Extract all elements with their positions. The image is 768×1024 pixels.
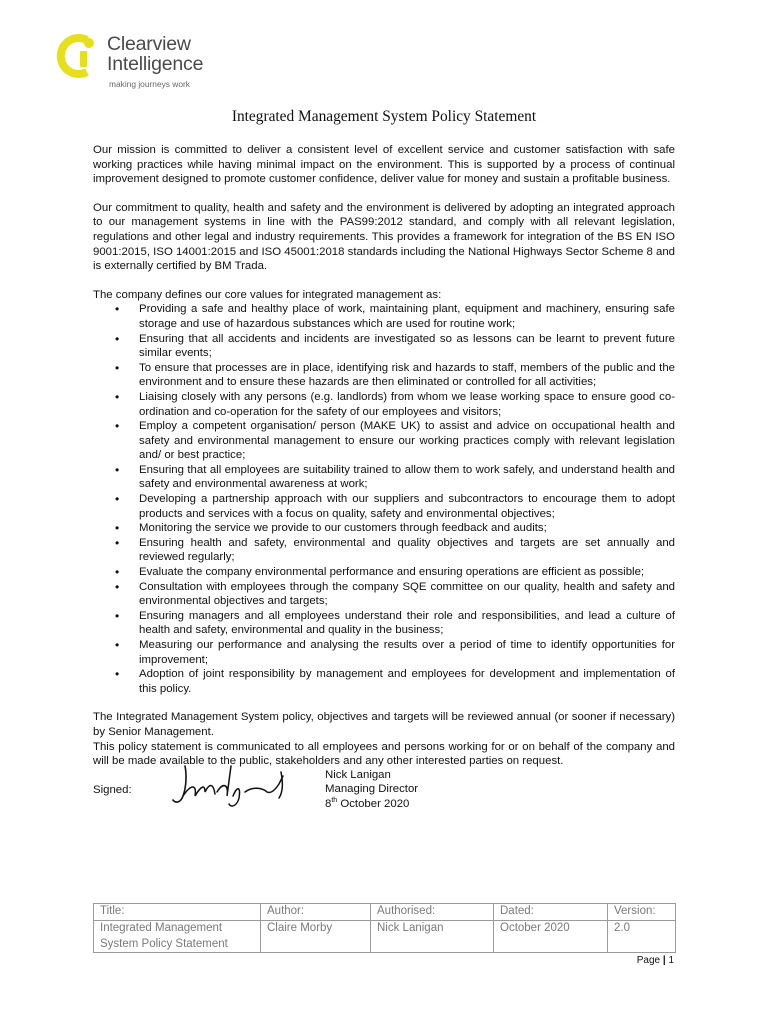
signature-date-suffix: th bbox=[331, 797, 338, 805]
table-header-version: Version: bbox=[608, 904, 676, 921]
page-label: Page bbox=[636, 955, 661, 966]
table-row bbox=[94, 904, 676, 921]
table-header-title: Title: bbox=[94, 904, 261, 921]
list-item: • Liaising closely with any persons (e.g. landlords) from whom we lease working space to ensure good co-ordination and co-operation for the safety of our employees and visitors; bbox=[93, 390, 675, 419]
signatory-role: Managing Director bbox=[325, 783, 419, 796]
logo-tagline: making journeys work bbox=[109, 79, 190, 89]
review-paragraph: The Integrated Management System policy, objectives and targets will be reviewed annual (or sooner if necessary) by Senior Management. bbox=[93, 711, 675, 738]
handwritten-signature-icon bbox=[171, 762, 293, 812]
list-item: • Measuring our performance and analysing the results over a period of time to identify opportunities for improvement; bbox=[93, 638, 675, 667]
core-values-list bbox=[93, 302, 675, 696]
clearview-logo-icon bbox=[54, 32, 102, 80]
signature-date bbox=[325, 797, 418, 812]
list-item: • Adoption of joint responsibility by management and employees for development and implementation of this policy. bbox=[93, 667, 675, 696]
table-cell-dated: October 2020 bbox=[494, 920, 608, 953]
signature-block bbox=[93, 770, 675, 816]
table-header-authorised: Authorised: bbox=[371, 904, 494, 921]
table-cell-author: Claire Morby bbox=[261, 920, 371, 953]
list-item: • To ensure that processes are in place, identifying risk and hazards to staff, members of the public and the environment and to ensure these hazards are then eliminated or controlled for all activities; bbox=[93, 361, 675, 390]
commitment-paragraph: Our commitment to quality, health and safety and the environment is delivered by adopting an integrated approach to our management systems in line with the PAS99:2012 standard, and comply with all relevant legislation, regulations and other legal and industry requirements. This provides a framework for integration of the BS EN ISO 9001:2015, ISO 14001:2015 and ISO 45001:2018 standards including the National Highways Sector Scheme 8 and is externally certified by BM Trada. bbox=[93, 201, 675, 273]
logo-line-2: Intelligence bbox=[107, 53, 204, 75]
list-item: • Consultation with employees through the company SQE committee on our quality, health and safety and environmental objectives and targets; bbox=[93, 580, 675, 609]
page-separator: | bbox=[660, 955, 669, 966]
table-row bbox=[94, 920, 676, 953]
document-control-table bbox=[93, 903, 676, 953]
list-item: • Ensuring that all employees are suitability trained to allow them to work safely, and understand health and safety and environmental awareness at work; bbox=[93, 463, 675, 492]
signature-date-day: 8 bbox=[325, 798, 332, 811]
list-item: • Employ a competent organisation/ person (MAKE UK) to assist and advice on occupational health and safety and environmental management to ensure our working practices comply with relevant legislation and/ or best practice; bbox=[93, 419, 675, 463]
list-item: • Ensuring managers and all employees understand their role and responsibilities, and lead a culture of health and safety, environmental and quality in the business; bbox=[93, 609, 675, 638]
table-cell-title: Integrated Management System Policy Statement bbox=[94, 920, 261, 953]
signed-label: Signed: bbox=[93, 783, 132, 796]
table-cell-version: 2.0 bbox=[608, 920, 676, 953]
mission-paragraph: Our mission is committed to deliver a consistent level of excellent service and customer satisfaction with safe working practices while having minimal impact on the environment. This is supported by a process of continual improvement designed to promote customer confidence, deliver value for money and sustain a profitable business. bbox=[93, 144, 675, 186]
logo-name bbox=[107, 34, 203, 74]
signatory-name: Nick Lanigan bbox=[325, 768, 391, 781]
signatory bbox=[325, 768, 418, 812]
table-cell-authorised: Nick Lanigan bbox=[371, 920, 494, 953]
document-title: Integrated Management System Policy Statement bbox=[231, 108, 537, 125]
communication-paragraph: This policy statement is communicated to all employees and persons working for or on behalf of the company and will be made available to the public, stakeholders and any other interested parties on request. bbox=[93, 740, 675, 768]
signature-date-rest: October 2020 bbox=[337, 798, 410, 811]
list-item: • Providing a safe and healthy place of work, maintaining plant, equipment and machinery, ensuring safe storage and use of hazardous substances which are used for routine work; bbox=[93, 302, 675, 331]
page-number-footer bbox=[637, 954, 674, 969]
list-item: • Ensuring health and safety, environmental and quality objectives and targets are set annually and reviewed regularly; bbox=[93, 536, 675, 565]
list-item: • Evaluate the company environmental performance and ensuring operations are efficient as possible; bbox=[93, 565, 675, 580]
company-logo bbox=[54, 32, 274, 90]
page-number: 1 bbox=[668, 955, 674, 966]
logo-line-1: Clearview bbox=[107, 33, 191, 55]
list-item: • Ensuring that all accidents and incidents are investigated so as lessons can be learnt to prevent future similar events; bbox=[93, 332, 675, 361]
table-header-dated: Dated: bbox=[494, 904, 608, 921]
core-values-intro: The company defines our core values for integrated management as: bbox=[93, 288, 442, 301]
table-header-author: Author: bbox=[261, 904, 371, 921]
list-item: • Monitoring the service we provide to our customers through feedback and audits; bbox=[93, 521, 675, 536]
list-item: • Developing a partnership approach with our suppliers and subcontractors to encourage them to adopt products and services with a focus on quality, safety and environmental objectives; bbox=[93, 492, 675, 521]
document-body bbox=[93, 143, 675, 816]
